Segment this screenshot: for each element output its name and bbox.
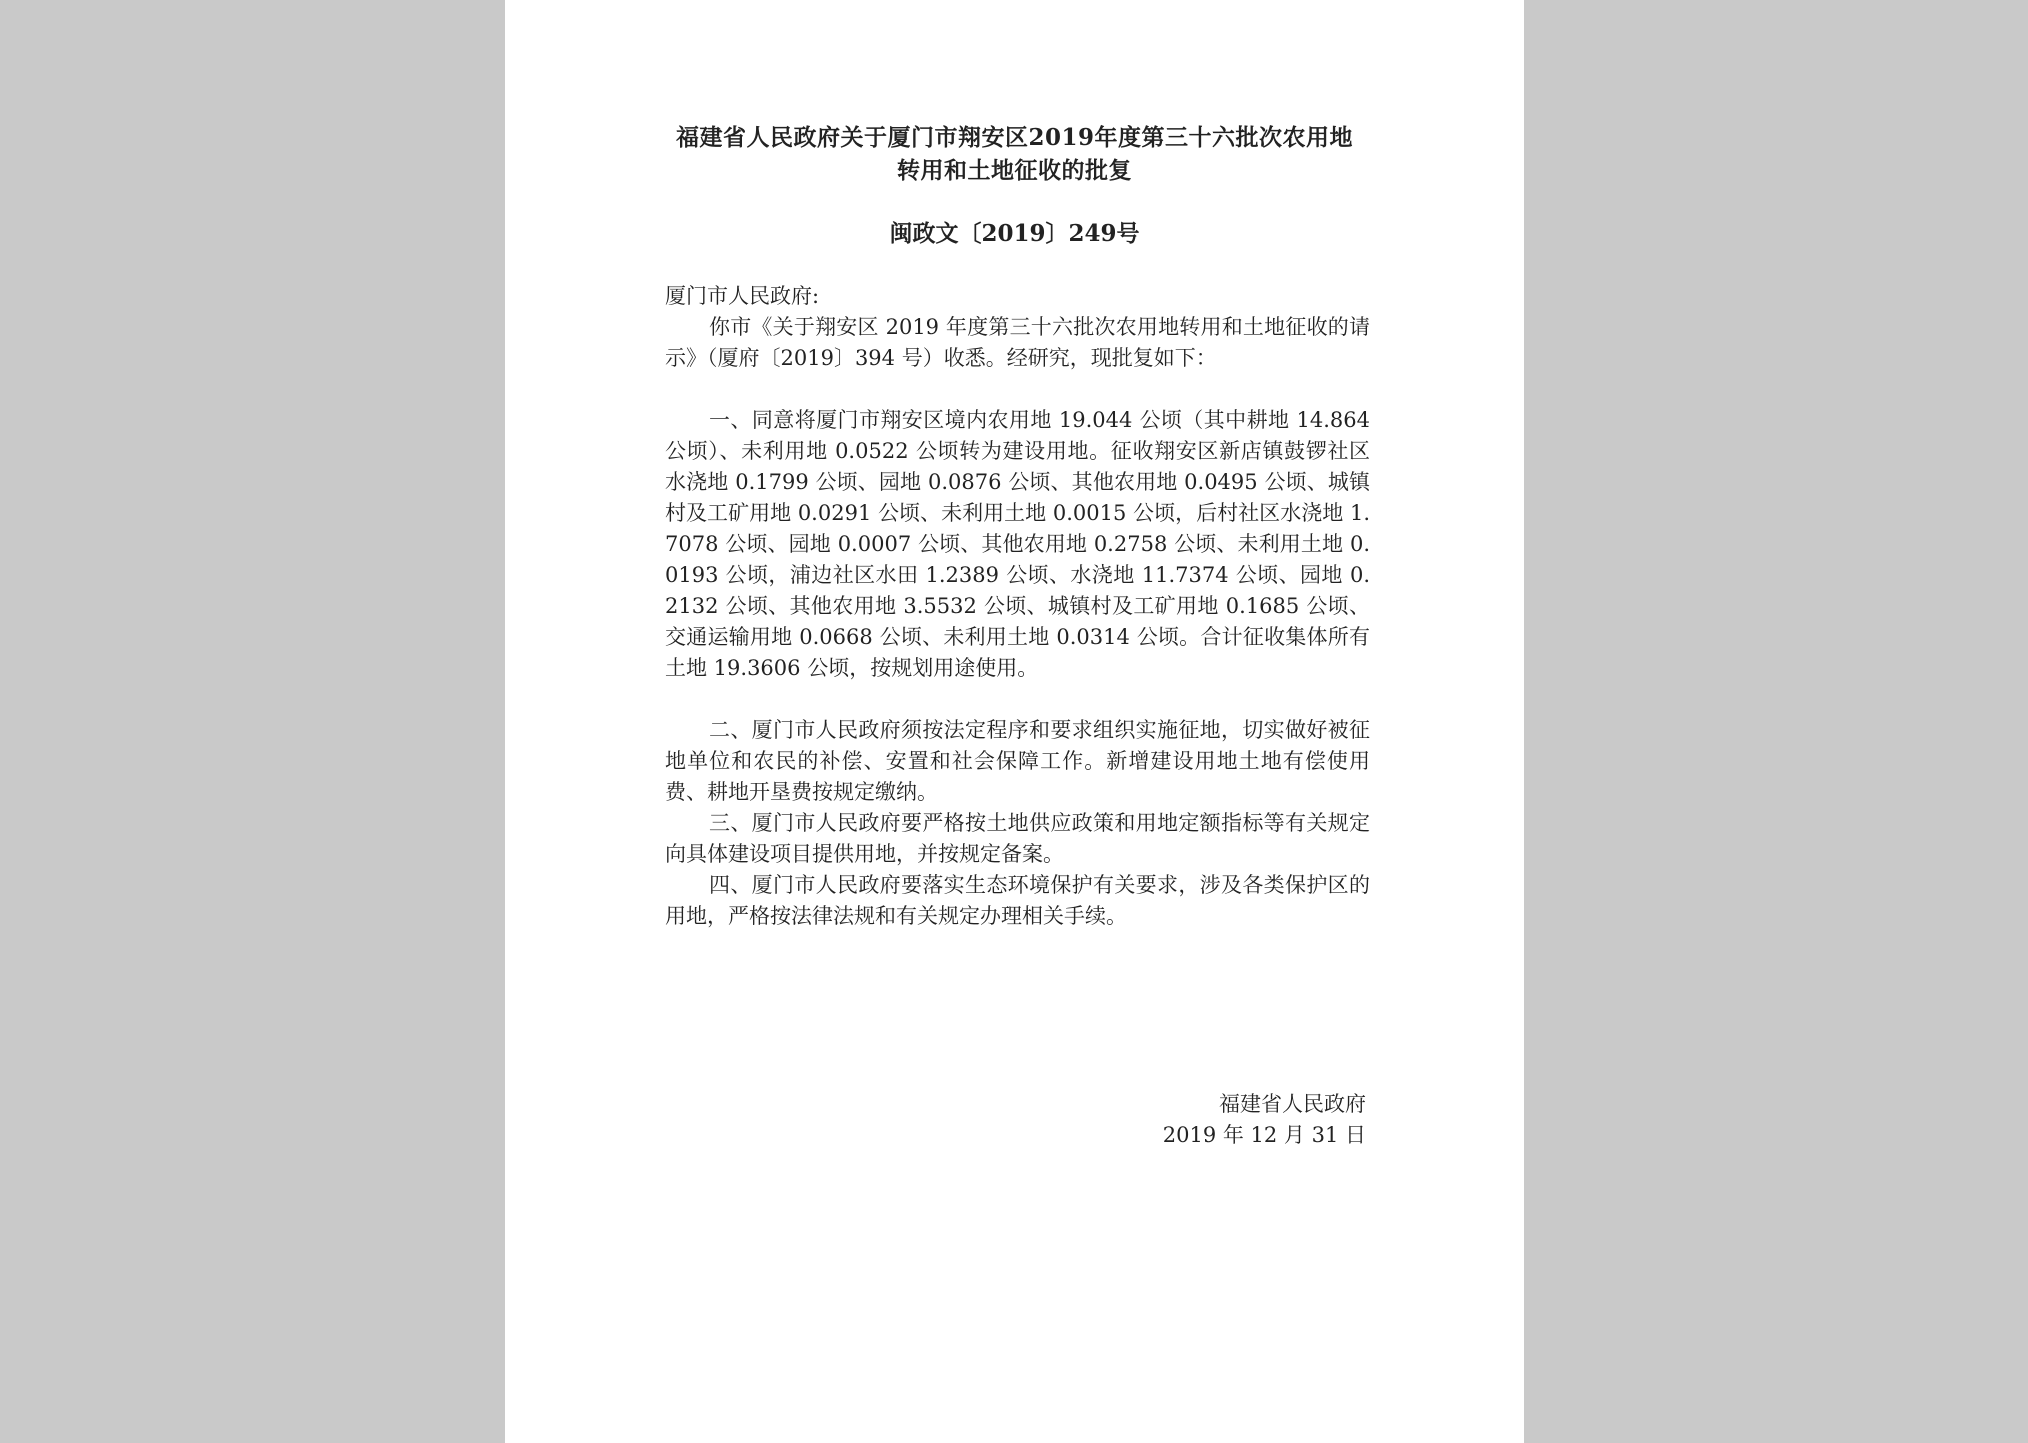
addressee: 厦门市人民政府: [665, 284, 820, 308]
document-page [505, 0, 1524, 1443]
document-title-line-1: 福建省人民政府关于厦门市翔安区2019年度第三十六批次农用地 [675, 124, 1353, 151]
document-title-line-2: 转用和土地征收的批复 [897, 157, 1132, 184]
signature-organization: 福建省人民政府 [1219, 1092, 1366, 1116]
document-number: 闽政文〔2019〕249号 [889, 220, 1140, 247]
signature-date: 2019 年 12 月 31 日 [1162, 1123, 1366, 1147]
paragraph-item-4: 四、厦门市人民政府要落实生态环境保护有关要求，涉及各类保护区的用地，严格按法律法规和有关规定办理相关手续。 [665, 873, 1370, 928]
paragraph-item-3: 三、厦门市人民政府要严格按土地供应政策和用地定额指标等有关规定向具体建设项目提供用地，并按规定备案。 [665, 811, 1370, 866]
paragraph-item-1: 一、同意将厦门市翔安区境内农用地 19.044 公顷（其中耕地 14.864 公顷）、未利用地 0.0522 公顷转为建设用地。征收翔安区新店镇鼓锣社区水浇地 0.1799 公顷、园地 0.0876 公顷、其他农用地 0.0495 公顷、城镇村及工矿用地 0.0291 公顷、未利用土地 0.0015 公顷，后村社区水浇地 1.7078 公顷、园地 0.0007 公顷、其他农用地 0.2758 公顷、未利用土地 0.0193 公顷，浦边社区水田 1.2389 公顷、水浇地 11.7374 公顷、园地 0.2132 公顷、其他农用地 3.5532 公顷、城镇村及工矿用地 0.1685 公顷、交通运输用地 0.0668 公顷、未利用土地 0.0314 公顷。合计征收集体所有土地 19.3606 公顷，按规划用途使用。 [665, 408, 1370, 680]
paragraph-item-2: 二、厦门市人民政府须按法定程序和要求组织实施征地，切实做好被征地单位和农民的补偿、安置和社会保障工作。新增建设用地土地有偿使用费、耕地开垦费按规定缴纳。 [665, 718, 1370, 804]
paragraph-intro: 你市《关于翔安区 2019 年度第三十六批次农用地转用和土地征收的请示》（厦府〔2019〕394 号）收悉。经研究，现批复如下： [665, 315, 1370, 370]
